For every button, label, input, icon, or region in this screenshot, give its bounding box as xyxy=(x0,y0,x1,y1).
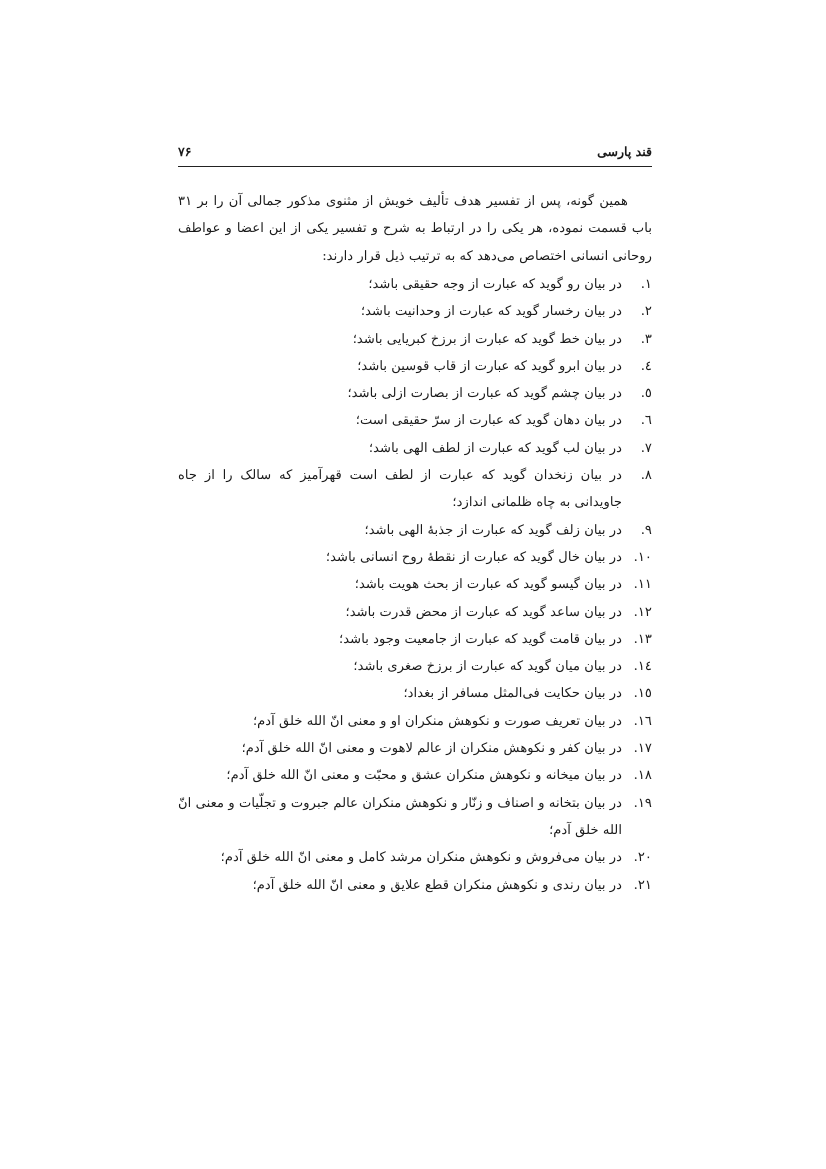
chapter-number: ۱٦. xyxy=(633,713,652,729)
chapter-number: ۲۰. xyxy=(633,850,652,866)
chapter-number: ۱٥. xyxy=(633,686,652,702)
chapter-item xyxy=(178,680,652,707)
chapter-item xyxy=(178,708,652,735)
chapter-number: ۱٤. xyxy=(633,659,652,675)
chapter-text: در بیان زنخدان گوید که عبارت از لطف است قهرآمیز که سالک را از جاه جاویدانی به چاه ظلمانی اندازد؛ xyxy=(178,468,622,511)
chapter-item xyxy=(178,762,652,789)
chapter-text: در بیان تعریف صورت و نکوهش منکران او و معنی انّ الله خلق آدم؛ xyxy=(252,713,622,729)
chapter-text: در بیان گیسو گوید که عبارت از بحث هویت باشد؛ xyxy=(354,577,622,593)
chapter-item xyxy=(178,735,652,762)
chapter-text: در بیان بتخانه و اصناف و زنّار و نکوهش منکران عالم جبروت و تجلّیات و معنی انّ الله خلق آدم؛ xyxy=(178,795,622,838)
chapter-number: ۱۲. xyxy=(633,604,652,620)
chapter-item xyxy=(178,653,652,680)
chapter-text: در بیان می‌فروش و نکوهش منکران مرشد کامل و معنی انّ الله خلق آدم؛ xyxy=(220,850,622,866)
chapter-text: در بیان کفر و نکوهش منکران از عالم لاهوت و معنی انّ الله خلق آدم؛ xyxy=(241,741,622,757)
chapter-number: ۸. xyxy=(640,468,652,484)
chapter-item xyxy=(178,517,652,544)
chapter-text: در بیان میان گوید که عبارت از برزخ صغری باشد؛ xyxy=(353,659,622,675)
chapter-item xyxy=(178,571,652,598)
chapter-number: ٦. xyxy=(640,413,652,429)
running-title: قند پارسی xyxy=(597,144,652,159)
chapter-text: در بیان چشم گوید که عبارت از بصارت ازلی باشد؛ xyxy=(347,386,622,402)
chapter-item xyxy=(178,407,652,434)
chapter-number: ٥. xyxy=(640,386,652,402)
chapter-item xyxy=(178,326,652,353)
chapter-item xyxy=(178,544,652,571)
chapter-item xyxy=(178,599,652,626)
chapter-text: در بیان دهان گوید که عبارت از سرّ حقیقی است؛ xyxy=(355,413,622,429)
chapter-text: در بیان ساعد گوید که عبارت از محض قدرت باشد؛ xyxy=(345,604,622,620)
chapter-item xyxy=(178,353,652,380)
chapter-number: ۱. xyxy=(640,277,652,292)
chapter-item xyxy=(178,872,652,899)
intro-paragraph: همین گونه، پس از تفسیر هدف تألیف خویش از مثنوی مذکور جمالی آن را بر ۳۱ باب قسمت نموده، هر یکی را در ارتباط به شرح و تفسیر یکی از این اعضا و عواطف روحانی انسانی اختصاص می‌دهد که به ترتیب ذیل قرار دارند: xyxy=(178,194,652,264)
running-header xyxy=(178,144,652,167)
chapter-item xyxy=(178,462,652,517)
chapter-list xyxy=(178,271,652,899)
chapter-item xyxy=(178,626,652,653)
chapter-text: در بیان رندی و نکوهش منکران قطع علایق و معنی انّ الله خلق آدم؛ xyxy=(252,877,622,893)
chapter-text: در بیان زلف گوید که عبارت از جذبهٔ الهی باشد؛ xyxy=(364,522,622,538)
chapter-item xyxy=(178,844,652,871)
chapter-text: در بیان ابرو گوید که عبارت از قاب قوسین باشد؛ xyxy=(357,358,622,374)
chapter-number: ۲۱. xyxy=(633,877,652,893)
chapter-text: در بیان لب گوید که عبارت از لطف الهی باشد؛ xyxy=(368,440,622,456)
chapter-number: ۱۰. xyxy=(633,549,652,565)
chapter-number: ۱۹. xyxy=(633,795,652,811)
chapter-item xyxy=(178,298,652,325)
chapter-item xyxy=(178,435,652,462)
chapter-number: ۱۳. xyxy=(633,631,652,647)
chapter-text: در بیان خط گوید که عبارت از برزخ کبریایی باشد؛ xyxy=(352,331,622,347)
chapter-text: در بیان حکایت فی‌المثل مسافر از بغداد؛ xyxy=(403,686,622,702)
chapter-number: ۱۸. xyxy=(633,768,652,784)
chapter-text: در بیان میخانه و نکوهش منکران عشق و محبّت و معنی انّ الله خلق آدم؛ xyxy=(226,768,622,784)
chapter-text: در بیان قامت گوید که عبارت از جامعیت وجود باشد؛ xyxy=(339,631,622,647)
chapter-number: ۳. xyxy=(640,331,652,347)
chapter-number: ٤. xyxy=(640,358,652,374)
chapter-item xyxy=(178,790,652,845)
chapter-text: در بیان خال گوید که عبارت از نقطهٔ روح انسانی باشد؛ xyxy=(325,549,622,565)
book-page xyxy=(178,0,652,1169)
chapter-item xyxy=(178,271,652,298)
page-number: ۷۶ xyxy=(178,144,192,159)
chapter-number: ۱۱. xyxy=(633,577,652,593)
chapter-number: ۹. xyxy=(640,522,652,538)
chapter-item xyxy=(178,380,652,407)
chapter-number: ۲. xyxy=(640,304,652,320)
chapter-text: در بیان رخسار گوید که عبارت از وحدانیت باشد؛ xyxy=(360,304,622,320)
chapter-text: در بیان رو گوید که عبارت از وجه حقیقی باشد؛ xyxy=(368,277,622,292)
chapter-number: ۷. xyxy=(640,440,652,456)
chapter-number: ۱۷. xyxy=(633,741,652,757)
